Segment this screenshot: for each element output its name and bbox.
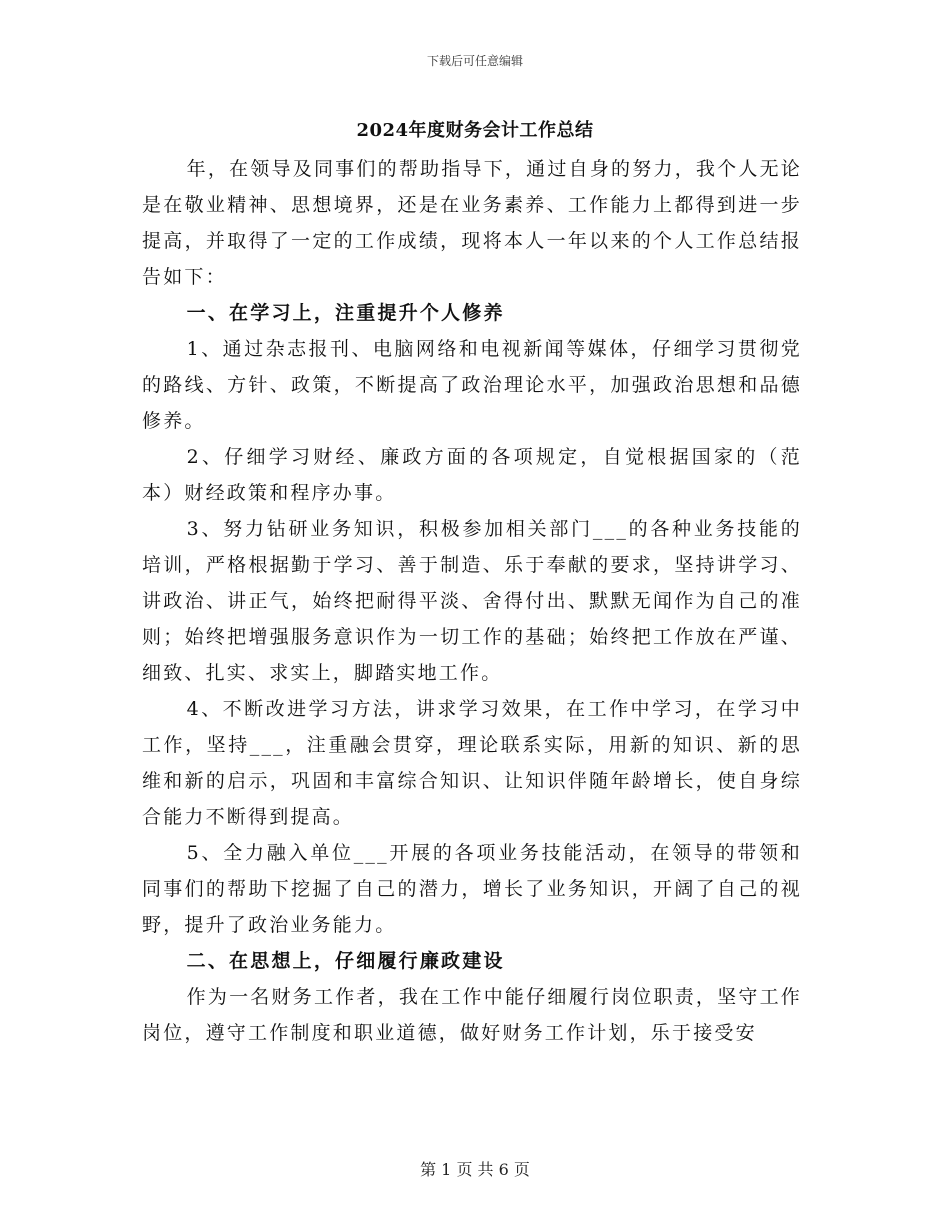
document-body: [142, 151, 802, 1051]
paragraph-item-3: 3、努力钻研业务知识，积极参加相关部门___的各种业务技能的培训，严格根据勤于学习、善于制造、乐于奉献的要求，坚持讲学习、讲政治、讲正气，始终把耐得平淡、舍得付出、默默无闻作为自己的准则；始终把增强服务意识作为一切工作的基础；始终把工作放在严谨、细致、扎实、求实上，脚踏实地工作。: [142, 518, 802, 684]
paragraph-item-4: 4、不断改进学习方法，讲求学习效果，在工作中学习，在学习中工作，坚持___，注重融会贯穿，理论联系实际，用新的知识、新的思维和新的启示，巩固和丰富综合知识、让知识伴随年龄增长，使自身综合能力不断得到提高。: [142, 698, 802, 828]
section-heading-1: 一、在学习上，注重提升个人修养: [186, 302, 505, 324]
paragraph-item-5: 5、全力融入单位___开展的各项业务技能活动，在领导的带领和同事们的帮助下挖掘了自己的潜力，增长了业务知识，开阔了自己的视野，提升了政治业务能力。: [142, 842, 802, 936]
section-heading-2: 二、在思想上，仔细履行廉政建设: [186, 950, 505, 972]
section-2-paragraph: 作为一名财务工作者，我在工作中能仔细履行岗位职责，坚守工作岗位，遵守工作制度和职业道德，做好财务工作计划，乐于接受安: [142, 986, 802, 1044]
paragraph-item-2: 2、仔细学习财经、廉政方面的各项规定，自觉根据国家的（范本）财经政策和程序办事。: [142, 446, 802, 504]
paragraph-item-1: 1、通过杂志报刊、电脑网络和电视新闻等媒体，仔细学习贯彻党的路线、方针、政策，不断提高了政治理论水平，加强政治思想和品德修养。: [142, 338, 802, 432]
intro-paragraph: 年，在领导及同事们的帮助指导下，通过自身的努力，我个人无论是在敬业精神、思想境界，还是在业务素养、工作能力上都得到进一步提高，并取得了一定的工作成绩，现将本人一年以来的个人工作总结报告如下：: [142, 158, 802, 288]
page-header-note: 下载后可任意编辑: [426, 54, 523, 68]
page-number: 第 1 页 共 6 页: [420, 1160, 530, 1179]
document-title: 2024年度财务会计工作总结: [356, 120, 594, 141]
